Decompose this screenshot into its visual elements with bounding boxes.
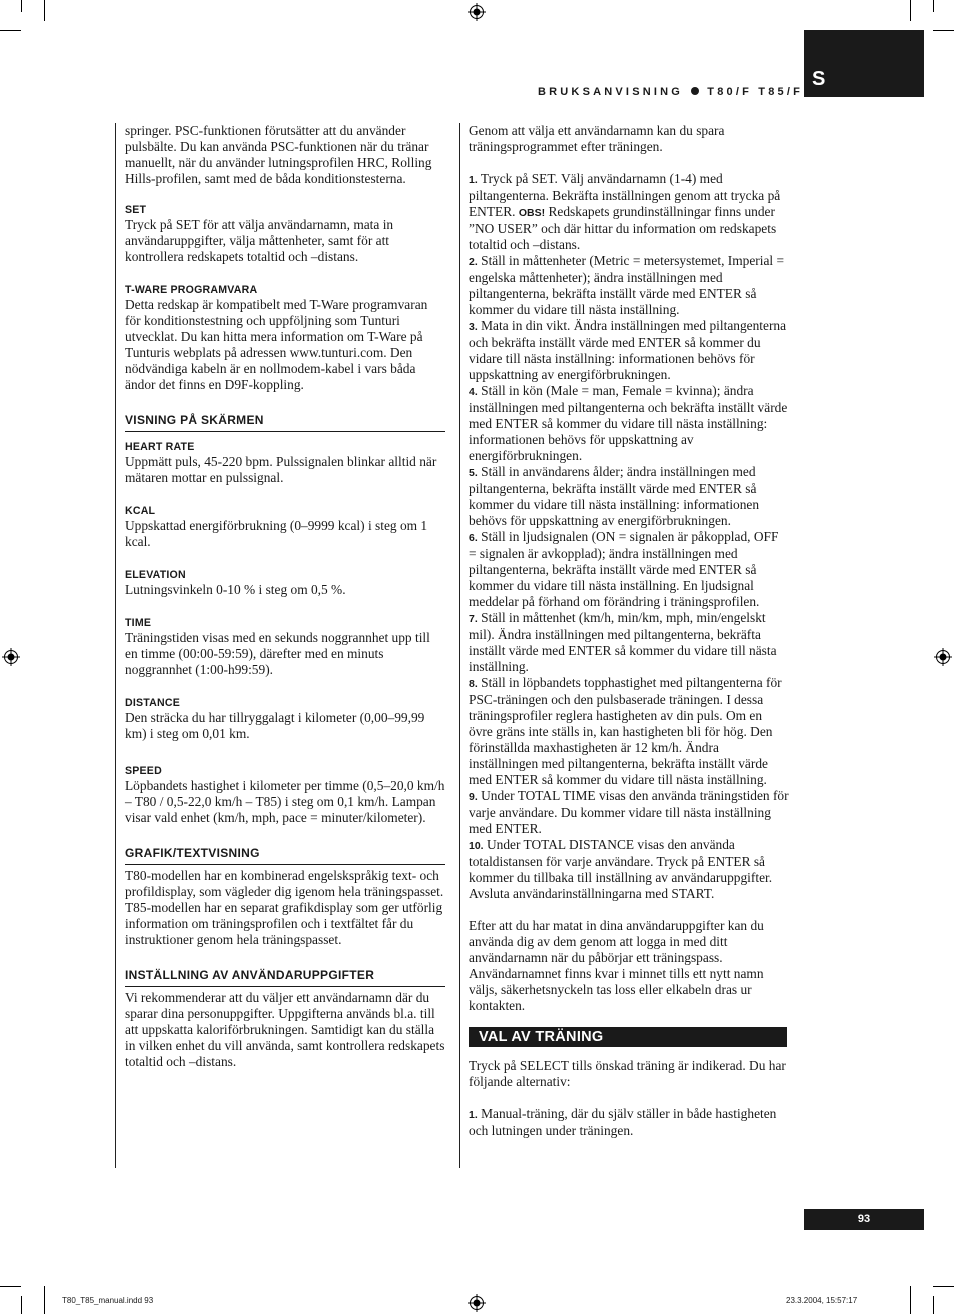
crop-mark <box>933 0 934 12</box>
crop-mark <box>21 0 22 12</box>
step-number: 1. <box>469 174 478 186</box>
step-text: Redskapets grundinställningar finns under ”NO USER” och där hittar du information om redskapets totaltid och –distans. <box>469 204 777 252</box>
step-number: 5. <box>469 467 478 479</box>
footer-file: T80_T85_manual.indd 93 <box>62 1296 154 1305</box>
val-item-number: 1. <box>469 1109 478 1121</box>
time-paragraph: Träningstiden visas med en sekunds noggrannhet upp till en timme (00:00-59:59), därefter med en minuts noggrannhet (1:00-h99:59). <box>125 630 430 677</box>
step-number: 9. <box>469 791 478 803</box>
val-item-text: Manual-träning, där du själv ställer in både hastigheten och lutningen under träningen. <box>469 1106 777 1138</box>
step-text: Ställ in måttenheter (Metric = metersystemet, Imperial = engelska måttenheter); ändra inställningen med piltangenterna, bekräfta inställt värde med ENTER så kommer du vidare till nästa inställning. <box>469 253 785 317</box>
step-text: Ställ in måttenhet (km/h, min/km, mph, min/engelskt mil). Ändra inställningen med piltangenterna, bekräfta inställt värde med ENTER så kommer du vidare till nästa inställning. <box>469 610 777 674</box>
distance-label: DISTANCE <box>125 697 180 709</box>
heart-rate-paragraph: Uppmätt puls, 45-220 bpm. Pulssignalen blinkar alltid när mätaren mottar en pulssignal. <box>125 454 437 485</box>
tware-paragraph: Detta redskap är kompatibelt med T-Ware programvaran för konditionstestning och uppföljning som Tunturi utvecklat. Du kan hitta mera information om T-Ware på Tunturis webplats på adressen www.tunturi.com. Den nödvändiga kabeln är en nollmodem-kabel i vars båda ändor det finns en D9F-koppling. <box>125 297 428 392</box>
grafik-paragraph: T80-modellen har en kombinerad engelskspråkig text- och profildisplay, som vägleder dig igenom hela träningspasset. T85-modellen har en separat grafikdisplay som ger utförlig information om träningsprofilen och i textfältet får du instruktioner genom hela träningspasset. <box>125 868 444 947</box>
after-paragraph: Efter att du har matat in dina användaruppgifter kan du använda dig av dem genom att logga in med ditt användarnamn när du påbörjar ett träningspass. Användarnamnet finns kvar i minnet tills ett nytt namn väljs, säkerhetsnyckeln tas loss eller elkabeln dras ur kontakten. <box>469 918 764 1013</box>
intro-paragraph: springer. PSC-funktionen förutsätter att du använder pulsbälte. Du kan använda PSC-funktionen när du tränar manuellt, när du använder lutningsprofilen HRC, Rolling Hills-profilen, samt med de båda konditionstesterna. <box>125 123 432 186</box>
step-item <box>469 675 789 788</box>
speed-paragraph: Löpbandets hastighet i kilometer per timme (0,5–20,0 km/h – T80 / 0,5-22,0 km/h – T85) i steg om 0,1 km/h. Lampan visar vald enhet (km/h, mph, pace = minuter/kilometer). <box>125 778 445 825</box>
crop-mark <box>0 30 21 31</box>
crop-mark <box>933 1286 954 1287</box>
kcal-label: KCAL <box>125 505 156 517</box>
step-number: 4. <box>469 386 478 398</box>
step-number: 10. <box>469 840 484 852</box>
heart-rate-label: HEART RATE <box>125 441 195 453</box>
left-column <box>125 123 445 1070</box>
step-number: 7. <box>469 613 478 625</box>
right-intro-paragraph: Genom att välja ett användarnamn kan du spara träningsprogrammet efter träningen. <box>469 123 725 154</box>
crop-mark <box>933 30 954 31</box>
step-text: Tryck på SET. Välj användarnamn (1-4) med piltangenterna. Bekräfta inställningen genom att trycka på ENTER. <box>469 171 781 219</box>
step-text: Ställ in användarens ålder; ändra inställningen med piltangenterna, bekräfta inställt värde med ENTER så kommer du vidare till nästa inställning: informationen behövs för uppskattning av energiförbrukningen. <box>469 464 760 528</box>
step-item <box>469 383 789 464</box>
step-item <box>469 788 789 837</box>
grafik-heading: GRAFIK/TEXTVISNING <box>125 846 445 865</box>
step-text: Under TOTAL DISTANCE visas den använda totaldistansen för varje användare. Tryck på ENTER så kommer du tillbaka till inställning av användaruppgifter. Avsluta användarinställningarna med START. <box>469 837 773 901</box>
right-column <box>469 123 789 1139</box>
step-item <box>469 529 789 610</box>
step-item <box>469 171 789 253</box>
crop-mark <box>910 1286 911 1314</box>
set-label: SET <box>125 204 147 216</box>
step-item <box>469 837 789 902</box>
elevation-label: ELEVATION <box>125 569 186 581</box>
crop-mark <box>933 1296 934 1314</box>
crop-mark <box>21 1296 22 1314</box>
val-av-traning-heading: VAL AV TRÄNING <box>469 1027 787 1047</box>
bullet-icon <box>691 87 699 95</box>
speed-label: SPEED <box>125 765 162 777</box>
running-head <box>538 86 804 98</box>
crop-mark <box>910 0 911 21</box>
language-tab-label: S <box>812 68 826 90</box>
step-text: Ställ in kön (Male = man, Female = kvinna); ändra inställningen med piltangenterna och bekräfta inställt värde med ENTER så kommer du vidare till nästa inställning: informationen behövs för uppskattning av energiförbrukningen. <box>469 383 788 463</box>
language-tab <box>804 30 924 97</box>
running-head-models: T80/F T85/F <box>707 86 804 98</box>
distance-paragraph: Den sträcka du har tillryggalagt i kilometer (0,00–99,99 km) i steg om 0,01 km. <box>125 710 425 741</box>
installning-heading: INSTÄLLNING AV ANVÄNDARUPPGIFTER <box>125 968 445 987</box>
step-number: 8. <box>469 678 478 690</box>
step-text: Under TOTAL TIME visas den använda träningstiden för varje användare. Du kommer vidare till nästa inställning med ENTER. <box>469 788 789 836</box>
installning-paragraph: Vi rekommenderar att du väljer ett användarnamn där du sparar dina personuppgifter. Uppgifterna används bl.a. till att uppskatta kaloriförbrukningen. Samtidigt kan du ställa in vilken enhet du vill använda, samt kontrollera redskapets totaltid och –distans. <box>125 990 445 1069</box>
column-rule-left <box>115 123 116 1168</box>
column-rule-middle <box>459 123 460 1168</box>
step-text: Ställ in ljudsignalen (ON = signalen är påkopplad, OFF = signalen är avkopplad); ändra inställningen med piltangenterna, bekräfta inställt värde med ENTER så kommer du vidare till nästa inställning. En ljudsignal meddelar på förhand om förändring i träningsprofilen. <box>469 529 779 609</box>
step-number: 6. <box>469 532 478 544</box>
step-item <box>469 318 789 383</box>
kcal-paragraph: Uppskattad energiförbrukning (0–9999 kcal) i steg om 1 kcal. <box>125 518 428 549</box>
registration-mark-icon <box>468 3 486 21</box>
val-paragraph: Tryck på SELECT tills önskad träning är indikerad. Du har följande alternativ: <box>469 1058 786 1089</box>
step-number: 3. <box>469 321 478 333</box>
page-number: 93 <box>804 1209 924 1230</box>
visning-heading: VISNING PÅ SKÄRMEN <box>125 413 445 432</box>
crop-mark <box>44 0 45 21</box>
time-label: TIME <box>125 617 152 629</box>
step-item <box>469 610 789 675</box>
running-head-title: BRUKSANVISNING <box>538 86 684 98</box>
registration-mark-icon <box>934 648 952 666</box>
obs-label: OBS! <box>518 207 546 219</box>
step-item <box>469 464 789 529</box>
footer-timestamp: 23.3.2004, 15:57:17 <box>786 1296 858 1305</box>
tware-label: T-WARE PROGRAMVARA <box>125 284 258 296</box>
set-paragraph: Tryck på SET för att välja användarnamn, mata in användaruppgifter, välja måttenheter, samt för att kontrollera redskapets totaltid och –distans. <box>125 217 394 264</box>
step-text: Mata in din vikt. Ändra inställningen med piltangenterna och bekräfta inställt värde med ENTER så kommer du vidare till nästa inställning: informationen behövs för uppskattning av energiförbrukningen. <box>469 318 787 382</box>
registration-mark-icon <box>2 648 20 666</box>
step-number: 2. <box>469 256 478 268</box>
crop-mark <box>0 1286 21 1287</box>
crop-mark <box>44 1286 45 1314</box>
val-item <box>469 1106 789 1139</box>
registration-mark-icon <box>468 1294 486 1312</box>
elevation-paragraph: Lutningsvinkeln 0-10 % i steg om 0,5 %. <box>125 582 346 597</box>
step-item <box>469 253 789 318</box>
step-text: Ställ in löpbandets topphastighet med piltangenterna för PSC-träningen och den pulsbaserade träningen. I dessa träningsprofiler reglera hastigheten av din puls. Om en övre gräns inte ställs in, kan hastigheten bli för hög. Den förinställda maxhastigheten är 12 km/h. Ändra inställningen med piltangenterna, bekräfta inställt värde med ENTER så kommer du vidare till nästa inställning. <box>469 675 782 787</box>
